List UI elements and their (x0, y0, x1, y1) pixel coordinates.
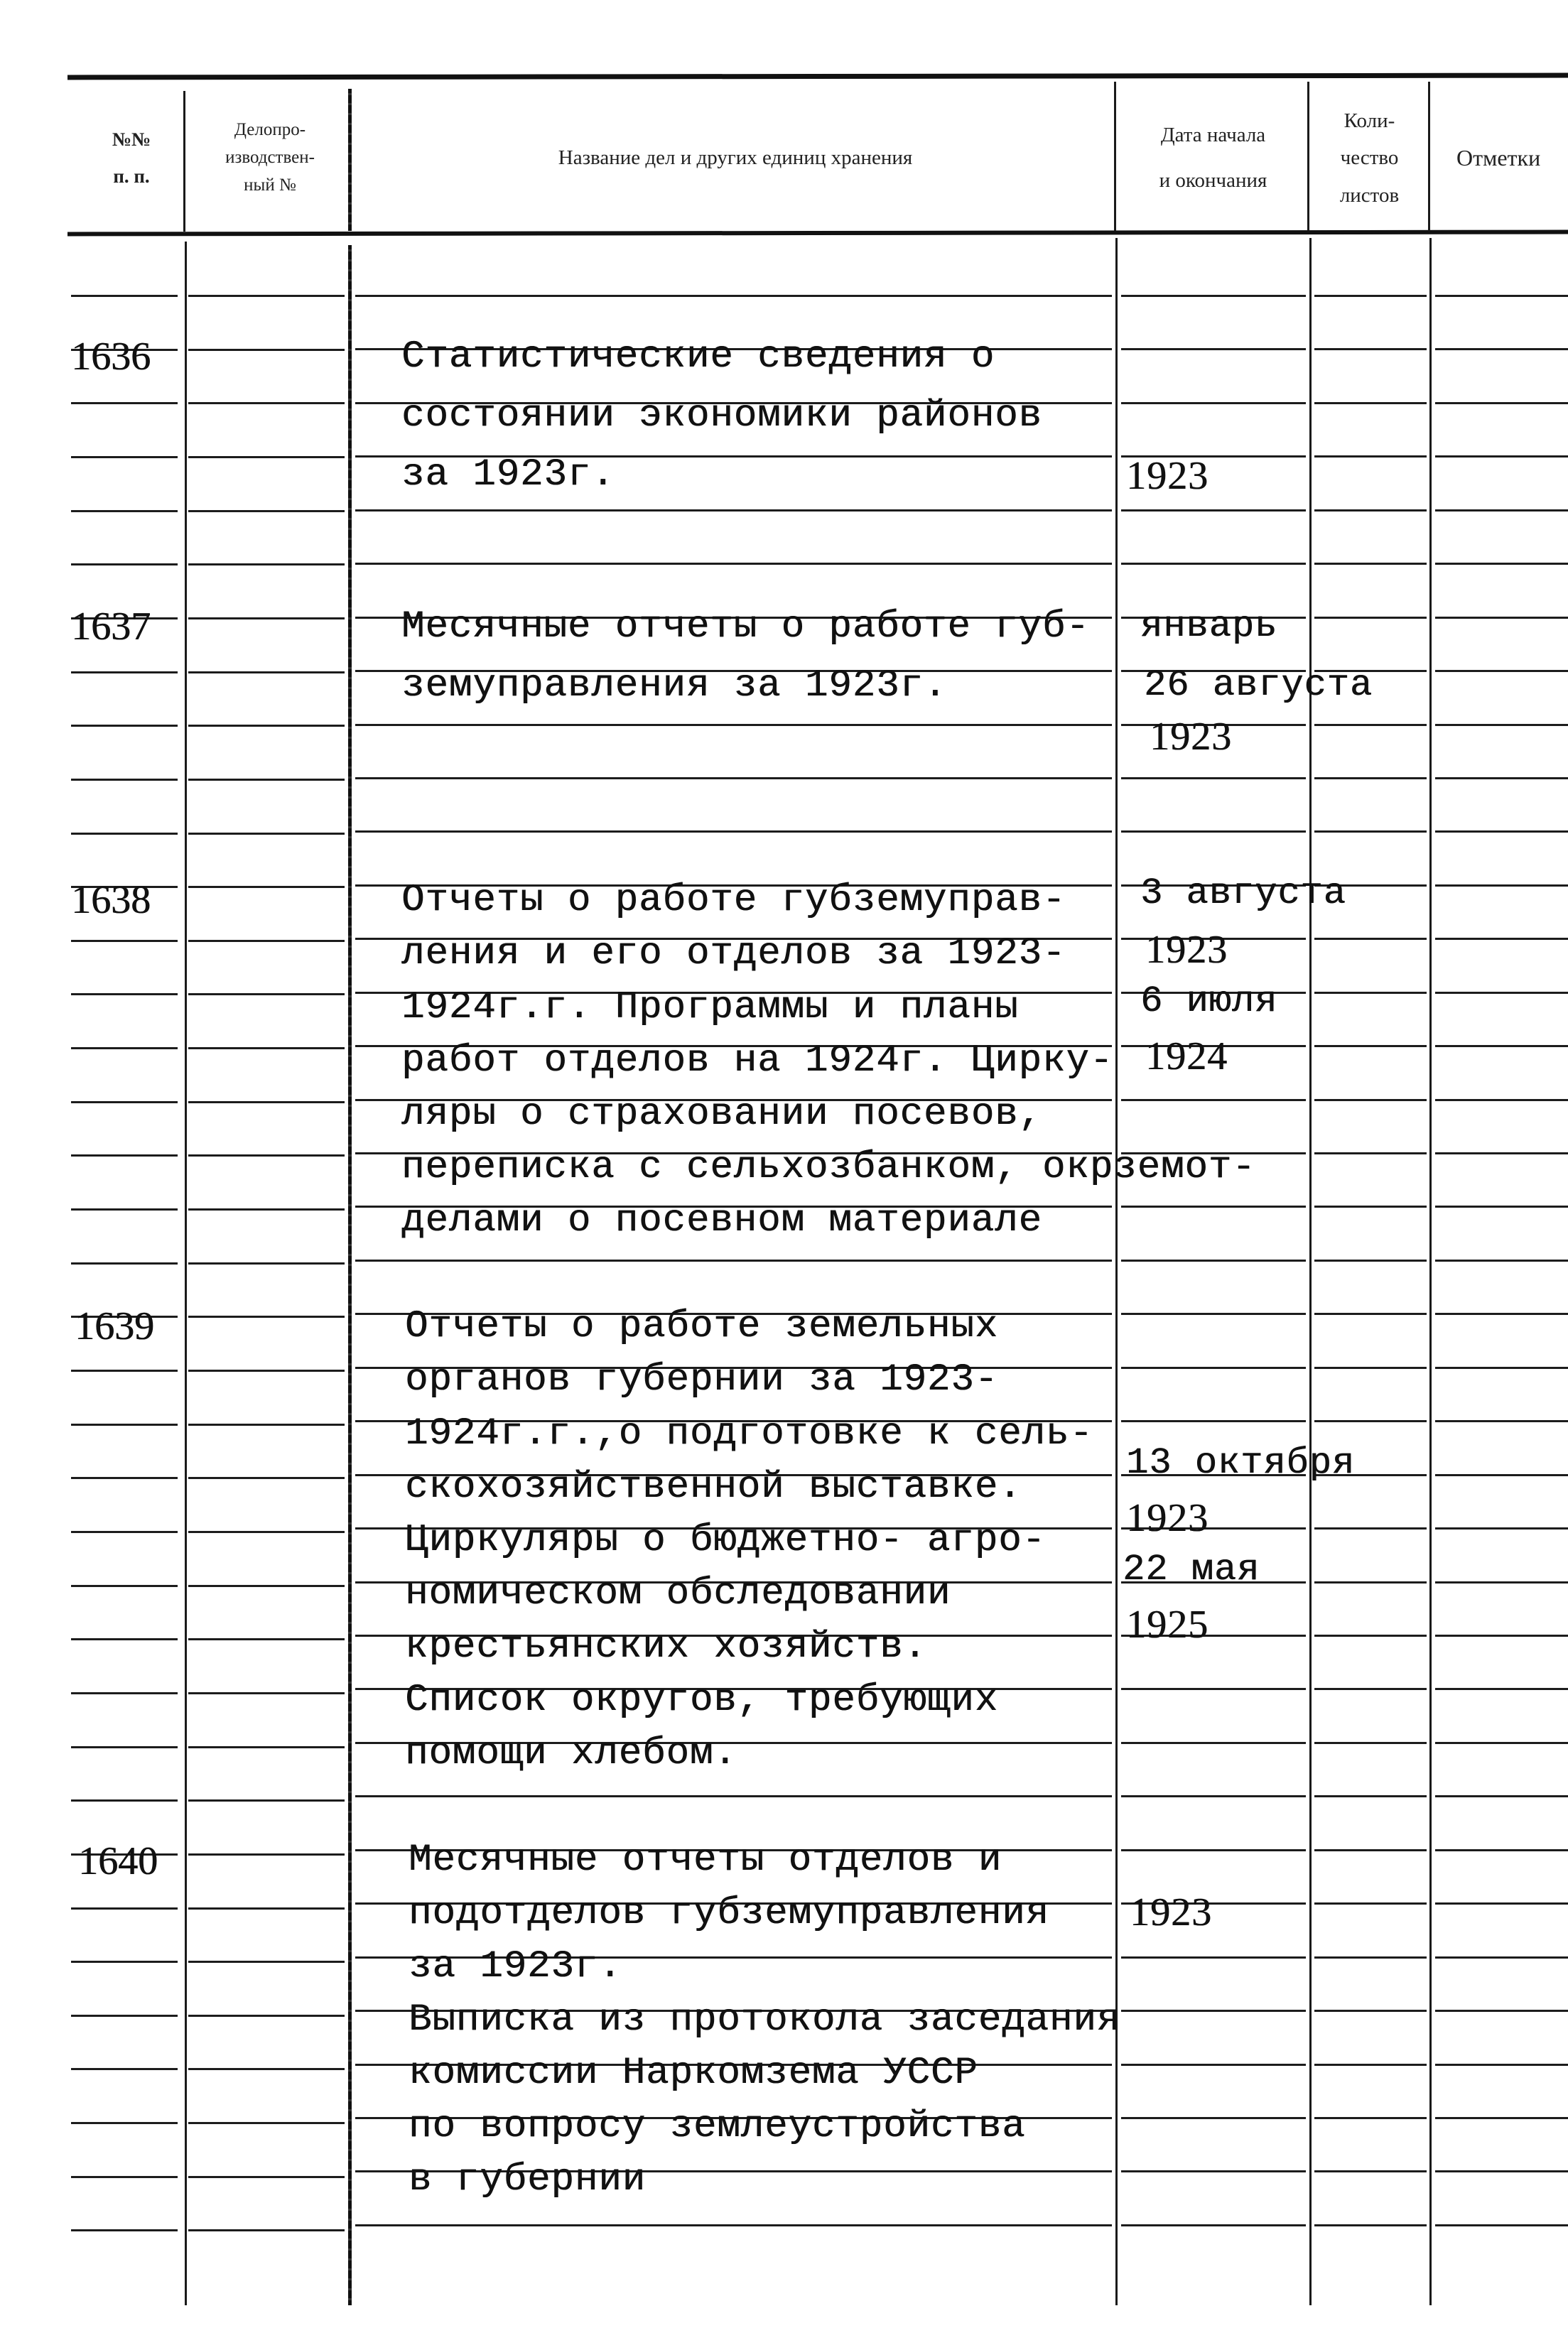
ruled-line (355, 509, 1112, 511)
entry-title-line: Отчеты о работе земельных (405, 1305, 999, 1348)
ruled-line (1435, 992, 1568, 994)
ruled-line (71, 1531, 178, 1533)
ruled-line (355, 724, 1112, 726)
ruled-line (188, 349, 345, 351)
ruled-line (1314, 1956, 1427, 1959)
ruled-line (1314, 2010, 1427, 2012)
header-col-sheets-line: чество (1340, 146, 1399, 170)
entry-date-line: 1924 (1145, 1034, 1228, 1078)
ruled-line (188, 1262, 345, 1265)
ruled-line (1314, 2064, 1427, 2066)
column-divider (183, 91, 185, 232)
column-divider (185, 242, 187, 2305)
column-divider (1429, 238, 1432, 2305)
ruled-line (188, 725, 345, 727)
ruled-line (71, 940, 178, 942)
ruled-line (1435, 2170, 1568, 2172)
ruled-line (1314, 348, 1427, 350)
ruled-line (1121, 1742, 1306, 1744)
entry-number: 1640 (78, 1839, 158, 1883)
ruled-line (71, 1370, 178, 1372)
ruled-line (71, 725, 178, 727)
ruled-line (71, 402, 178, 404)
ruled-line (1121, 2064, 1306, 2066)
ruled-line (71, 1262, 178, 1265)
header-col-title-text: Название дел и других единиц хранения (558, 146, 913, 169)
ruled-line (1121, 1420, 1306, 1422)
ruled-line (1314, 617, 1427, 619)
header-col-sheets-line: листов (1339, 183, 1400, 207)
entry-title-line: ления и его отделов за 1923- (401, 932, 1066, 975)
header-col-office-line: Делопро- (234, 120, 306, 140)
entry-date-line: 1923 (1145, 928, 1228, 972)
ruled-line (188, 456, 345, 458)
entry-title-line: Список округов, требующих (405, 1679, 999, 1722)
ruled-line (1314, 1742, 1427, 1744)
entry-title-line: комиссии Наркомзема УССР (409, 2052, 978, 2095)
ruled-line (188, 940, 345, 942)
ruled-line (71, 1101, 178, 1103)
ruled-line (188, 1047, 345, 1049)
ruled-line (1314, 777, 1427, 779)
entry-date-line: 1923 (1130, 1890, 1212, 1934)
ruled-line (1314, 1795, 1427, 1797)
ruled-line (188, 1370, 345, 1372)
ruled-line (1435, 1260, 1568, 1262)
column-divider (348, 245, 352, 2305)
ruled-line (1435, 1152, 1568, 1154)
entry-title-line: Выписка из протокола заседания (409, 1998, 1121, 2042)
entry-title-line: Статистические сведения о (401, 335, 995, 379)
ruled-line (1121, 1956, 1306, 1959)
ruled-line (1314, 2170, 1427, 2172)
entry-date-line: 3 августа (1140, 872, 1346, 914)
ruled-line (188, 1424, 345, 1426)
ruled-line (1435, 1849, 1568, 1851)
entry-title-line: подотделов губземуправления (409, 1892, 1049, 1935)
entry-date-line: 1923 (1126, 1496, 1209, 1540)
entry-date-line: 22 мая (1123, 1549, 1260, 1591)
ruled-line (1435, 617, 1568, 619)
ruled-line (188, 617, 345, 619)
ruled-line (71, 1907, 178, 1910)
ruled-line (1435, 2117, 1568, 2119)
entry-date-line: 13 октября (1126, 1442, 1356, 1484)
ruled-line (188, 2229, 345, 2231)
ruled-line (1121, 1367, 1306, 1369)
ruled-line (1314, 509, 1427, 511)
entry-title-line: Месячные отчеты о работе губ- (401, 605, 1090, 649)
header-top-rule (67, 73, 1568, 80)
ruled-line (1435, 1206, 1568, 1208)
ruled-line (1435, 509, 1568, 511)
ruled-line (355, 777, 1112, 779)
ruled-line (1314, 1527, 1427, 1530)
ruled-line (1314, 2117, 1427, 2119)
ruled-line (188, 1531, 345, 1533)
ruled-line (1314, 1581, 1427, 1583)
entry-date-line: 1925 (1126, 1603, 1209, 1647)
column-divider (1115, 238, 1118, 2305)
ruled-line (1314, 1902, 1427, 1905)
ruled-line (1314, 563, 1427, 565)
ruled-line (1314, 1367, 1427, 1369)
ruled-line (71, 2229, 178, 2231)
ruled-line (71, 1047, 178, 1049)
ruled-line (188, 2015, 345, 2017)
ruled-line (188, 1585, 345, 1587)
ruled-line (1435, 1635, 1568, 1637)
header-col-number (78, 89, 185, 227)
ruled-line (71, 510, 178, 512)
ruled-line (1121, 348, 1306, 350)
ruled-line (355, 830, 1112, 833)
ruled-line (1435, 1367, 1568, 1369)
ruled-line (71, 456, 178, 458)
entry-number: 1638 (71, 878, 151, 922)
ruled-line (1435, 2224, 1568, 2226)
ruled-line (1314, 1420, 1427, 1422)
ruled-line (1121, 563, 1306, 565)
ruled-line (71, 1154, 178, 1157)
entry-title-line: в губернии (409, 2158, 647, 2202)
entry-title-line: за 1923г. (401, 453, 615, 497)
ruled-line (188, 1316, 345, 1318)
header-col-title (355, 89, 1115, 227)
header-col-office-number (188, 89, 352, 227)
ruled-line (1314, 2224, 1427, 2226)
ruled-line (1435, 1795, 1568, 1797)
ruled-line (1314, 1099, 1427, 1101)
ruled-line (188, 1746, 345, 1748)
ruled-line (1435, 1045, 1568, 1047)
ruled-line (188, 1101, 345, 1103)
entry-title-line: 1924г.г. Программы и планы (401, 986, 1019, 1029)
ruled-line (355, 1795, 1112, 1797)
ruled-line (1314, 1688, 1427, 1690)
ruled-line (1435, 1581, 1568, 1583)
entry-title-line: земуправления за 1923г. (401, 664, 948, 708)
ruled-line (71, 1477, 178, 1479)
header-col-notes-text: Отметки (1456, 145, 1541, 171)
ruled-line (1435, 777, 1568, 779)
ruled-line (1435, 1902, 1568, 1905)
ruled-line (1121, 1849, 1306, 1851)
header-col-office-line: изводствен- (225, 148, 315, 168)
ruled-line (188, 1477, 345, 1479)
header-col-notes (1432, 89, 1568, 227)
header-col-dates (1119, 89, 1307, 227)
entry-date-line: январь (1140, 605, 1278, 647)
entry-title-line: делами о посевном материале (401, 1199, 1042, 1242)
ruled-line (71, 1961, 178, 1963)
column-divider (1309, 238, 1312, 2305)
ruled-line (1435, 1313, 1568, 1315)
ruled-line (188, 295, 345, 297)
entry-title-line: органов губернии за 1923- (405, 1358, 999, 1402)
ruled-line (188, 1961, 345, 1963)
ruled-line (1435, 1688, 1568, 1690)
ruled-line (355, 563, 1112, 565)
ruled-line (71, 993, 178, 995)
ruled-line (1314, 455, 1427, 458)
header-col-number-line: №№ (112, 129, 151, 151)
entry-title-line: работ отделов на 1924г. Цирку- (401, 1039, 1114, 1083)
entry-title-line: за 1923г. (409, 1945, 622, 1988)
entry-number: 1636 (71, 335, 151, 379)
entry-title-line: помощи хлебом. (405, 1732, 737, 1775)
entry-title-line: состоянии экономики районов (401, 394, 1042, 438)
ruled-line (1121, 1206, 1306, 1208)
ruled-line (1121, 2117, 1306, 2119)
ruled-line (71, 833, 178, 835)
ruled-line (355, 295, 1112, 297)
ruled-line (1121, 2170, 1306, 2172)
ruled-line (188, 510, 345, 512)
entry-date-line: 1923 (1150, 715, 1232, 759)
column-divider (348, 89, 352, 231)
ruled-line (188, 1154, 345, 1157)
entry-title-line: 1924г.г.,о подготовке к сель- (405, 1412, 1093, 1456)
ruled-line (1121, 1099, 1306, 1101)
ruled-line (188, 402, 345, 404)
ruled-line (71, 671, 178, 673)
ruled-line (188, 1638, 345, 1640)
ruled-line (71, 1585, 178, 1587)
ruled-line (188, 833, 345, 835)
ruled-line (71, 2015, 178, 2017)
ruled-line (1435, 670, 1568, 672)
entry-title-line: переписка с сельхозбанком, окрземот- (401, 1146, 1256, 1189)
entry-date-line: 26 августа (1144, 664, 1373, 706)
ruled-line (1435, 295, 1568, 297)
ruled-line (1314, 1045, 1427, 1047)
ruled-line (1121, 402, 1306, 404)
ruled-line (188, 563, 345, 565)
entry-title-line: крестьянских хозяйств. (405, 1625, 927, 1669)
column-divider (1428, 82, 1430, 231)
ruled-line (71, 1638, 178, 1640)
ruled-line (1121, 509, 1306, 511)
ruled-line (1121, 1260, 1306, 1262)
ruled-line (1314, 1206, 1427, 1208)
ruled-line (1435, 2064, 1568, 2066)
entry-date-line: 6 июля (1140, 980, 1278, 1022)
ruled-line (1435, 724, 1568, 726)
ruled-line (1435, 884, 1568, 887)
ruled-line (1314, 938, 1427, 940)
ruled-line (188, 2068, 345, 2070)
ruled-line (1435, 563, 1568, 565)
ruled-line (1435, 2010, 1568, 2012)
ruled-line (188, 1907, 345, 1910)
ruled-line (1314, 1260, 1427, 1262)
ruled-line (1314, 1313, 1427, 1315)
ruled-line (355, 1260, 1112, 1262)
ruled-line (1314, 1635, 1427, 1637)
ruled-line (1435, 1099, 1568, 1101)
ruled-line (188, 1853, 345, 1856)
entry-date-line: 1923 (1126, 454, 1209, 498)
column-divider (1114, 82, 1116, 231)
ruled-line (188, 886, 345, 888)
entry-title-line: номическом обследовании (405, 1572, 951, 1615)
ruled-line (1435, 455, 1568, 458)
header-col-number-line: п. п. (113, 165, 150, 187)
ruled-line (1435, 348, 1568, 350)
ruled-line (1121, 1795, 1306, 1797)
ruled-line (1314, 724, 1427, 726)
ruled-line (71, 2122, 178, 2124)
ruled-line (1121, 2010, 1306, 2012)
ruled-line (71, 1799, 178, 1802)
ruled-line (188, 779, 345, 781)
ruled-line (1314, 830, 1427, 833)
ruled-line (1314, 1849, 1427, 1851)
ruled-line (71, 1692, 178, 1694)
ruled-line (1121, 2224, 1306, 2226)
ruled-line (1435, 938, 1568, 940)
ruled-line (71, 2068, 178, 2070)
ruled-line (1435, 1527, 1568, 1530)
ruled-line (1435, 402, 1568, 404)
ruled-line (1121, 295, 1306, 297)
ruled-line (71, 2176, 178, 2178)
ruled-line (355, 2224, 1112, 2226)
ruled-line (71, 1424, 178, 1426)
ruled-line (71, 563, 178, 565)
header-col-sheets-line: Коли- (1343, 109, 1395, 133)
ruled-line (1435, 1742, 1568, 1744)
ruled-line (1121, 830, 1306, 833)
ruled-line (188, 993, 345, 995)
ruled-line (1435, 830, 1568, 833)
ruled-line (1314, 402, 1427, 404)
column-divider (1307, 82, 1309, 231)
ruled-line (1121, 1313, 1306, 1315)
ruled-line (1121, 777, 1306, 779)
ruled-line (71, 295, 178, 297)
ruled-line (1314, 1152, 1427, 1154)
entry-title-line: Отчеты о работе губземуправ- (401, 879, 1066, 922)
ruled-line (1435, 1956, 1568, 1959)
entry-title-line: ляры о страховании посевов, (401, 1093, 1042, 1136)
ruled-line (71, 1208, 178, 1211)
header-col-dates-line: и окончания (1159, 168, 1267, 192)
ruled-line (1435, 1420, 1568, 1422)
ruled-line (1314, 992, 1427, 994)
entry-title-line: скохозяйственной выставке. (405, 1466, 1022, 1509)
ruled-line (1121, 1688, 1306, 1690)
ruled-line (71, 1746, 178, 1748)
ruled-line (188, 1799, 345, 1802)
entry-title-line: по вопросу землеустройства (409, 2105, 1026, 2148)
header-col-office-line: ный № (244, 175, 296, 195)
ruled-line (188, 1692, 345, 1694)
ruled-line (71, 779, 178, 781)
entry-number: 1639 (75, 1304, 154, 1348)
ruled-line (188, 671, 345, 673)
ruled-line (1314, 295, 1427, 297)
entry-title-line: Месячные отчеты отделов и (409, 1839, 1002, 1882)
header-col-dates-line: Дата начала (1160, 123, 1266, 146)
ruled-line (188, 2122, 345, 2124)
entry-title-line: Циркуляры о бюджетно- агро- (405, 1519, 1046, 1562)
entry-number: 1637 (71, 605, 151, 649)
header-col-sheets (1311, 89, 1428, 227)
ruled-line (1435, 1474, 1568, 1476)
header-bottom-rule (67, 230, 1568, 237)
ruled-line (188, 2176, 345, 2178)
ruled-line (188, 1208, 345, 1211)
